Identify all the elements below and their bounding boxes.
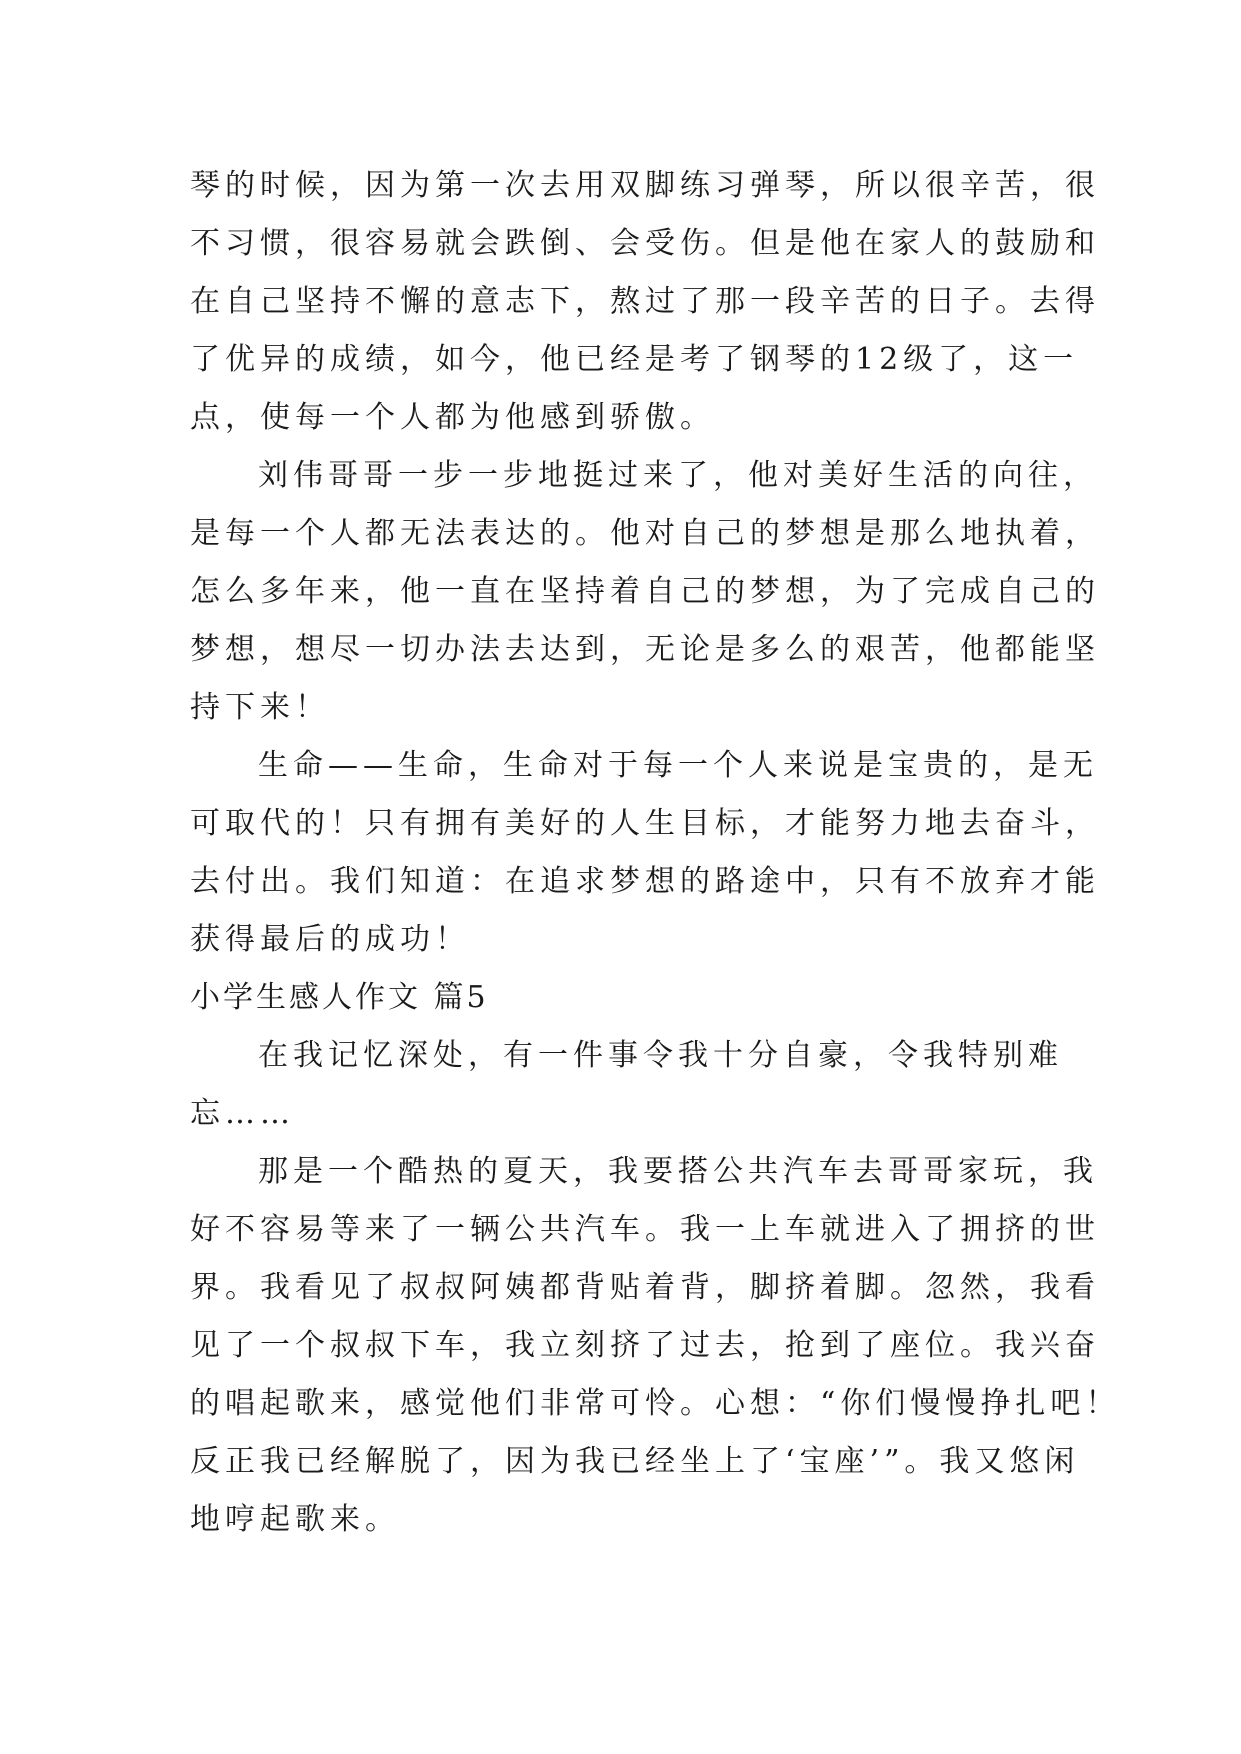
text-line: 刘伟哥哥一步一步地挺过来了，他对美好生活的向往， xyxy=(258,458,1098,493)
text-line: 在我记忆深处，有一件事令我十分自豪，令我特别难 xyxy=(258,1038,1063,1073)
text-line: 见了一个叔叔下车，我立刻挤了过去，抢到了座位。我兴奋 xyxy=(190,1328,1100,1363)
text-line: 忘…… xyxy=(190,1096,295,1131)
text-line: 不习惯，很容易就会跌倒、会受伤。但是他在家人的鼓励和 xyxy=(190,226,1100,261)
text-line: 的唱起歌来，感觉他们非常可怜。心想：“你们慢慢挣扎吧！ xyxy=(190,1386,1121,1421)
text-line: 那是一个酷热的夏天，我要搭公共汽车去哥哥家玩，我 xyxy=(258,1154,1098,1189)
text-line: 去付出。我们知道：在追求梦想的路途中，只有不放弃才能 xyxy=(190,864,1100,899)
text-line: 点，使每一个人都为他感到骄傲。 xyxy=(190,400,715,435)
text-line: 是每一个人都无法表达的。他对自己的梦想是那么地执着， xyxy=(190,516,1100,551)
text-line: 反正我已经解脱了，因为我已经坐上了‘宝座’”。我又悠闲 xyxy=(190,1444,1080,1479)
text-line: 可取代的！只有拥有美好的人生目标，才能努力地去奋斗， xyxy=(190,806,1100,841)
text-line: 了优异的成绩，如今，他已经是考了钢琴的12级了，这一 xyxy=(190,342,1079,377)
section-heading: 小学生感人作文 篇5 xyxy=(190,980,489,1015)
text-line: 地哼起歌来。 xyxy=(190,1502,400,1537)
text-line: 琴的时候，因为第一次去用双脚练习弹琴，所以很辛苦，很 xyxy=(190,168,1100,203)
text-line: 梦想，想尽一切办法去达到，无论是多么的艰苦，他都能坚 xyxy=(190,632,1100,667)
text-line: 怎么多年来，他一直在坚持着自己的梦想，为了完成自己的 xyxy=(190,574,1100,609)
text-line: 界。我看见了叔叔阿姨都背贴着背，脚挤着脚。忽然，我看 xyxy=(190,1270,1100,1305)
text-line: 生命——生命，生命对于每一个人来说是宝贵的，是无 xyxy=(258,748,1098,783)
text-line: 获得最后的成功！ xyxy=(190,922,470,957)
text-line: 在自己坚持不懈的意志下，熬过了那一段辛苦的日子。去得 xyxy=(190,284,1100,319)
text-line: 好不容易等来了一辆公共汽车。我一上车就进入了拥挤的世 xyxy=(190,1212,1100,1247)
text-line: 持下来！ xyxy=(190,690,330,725)
